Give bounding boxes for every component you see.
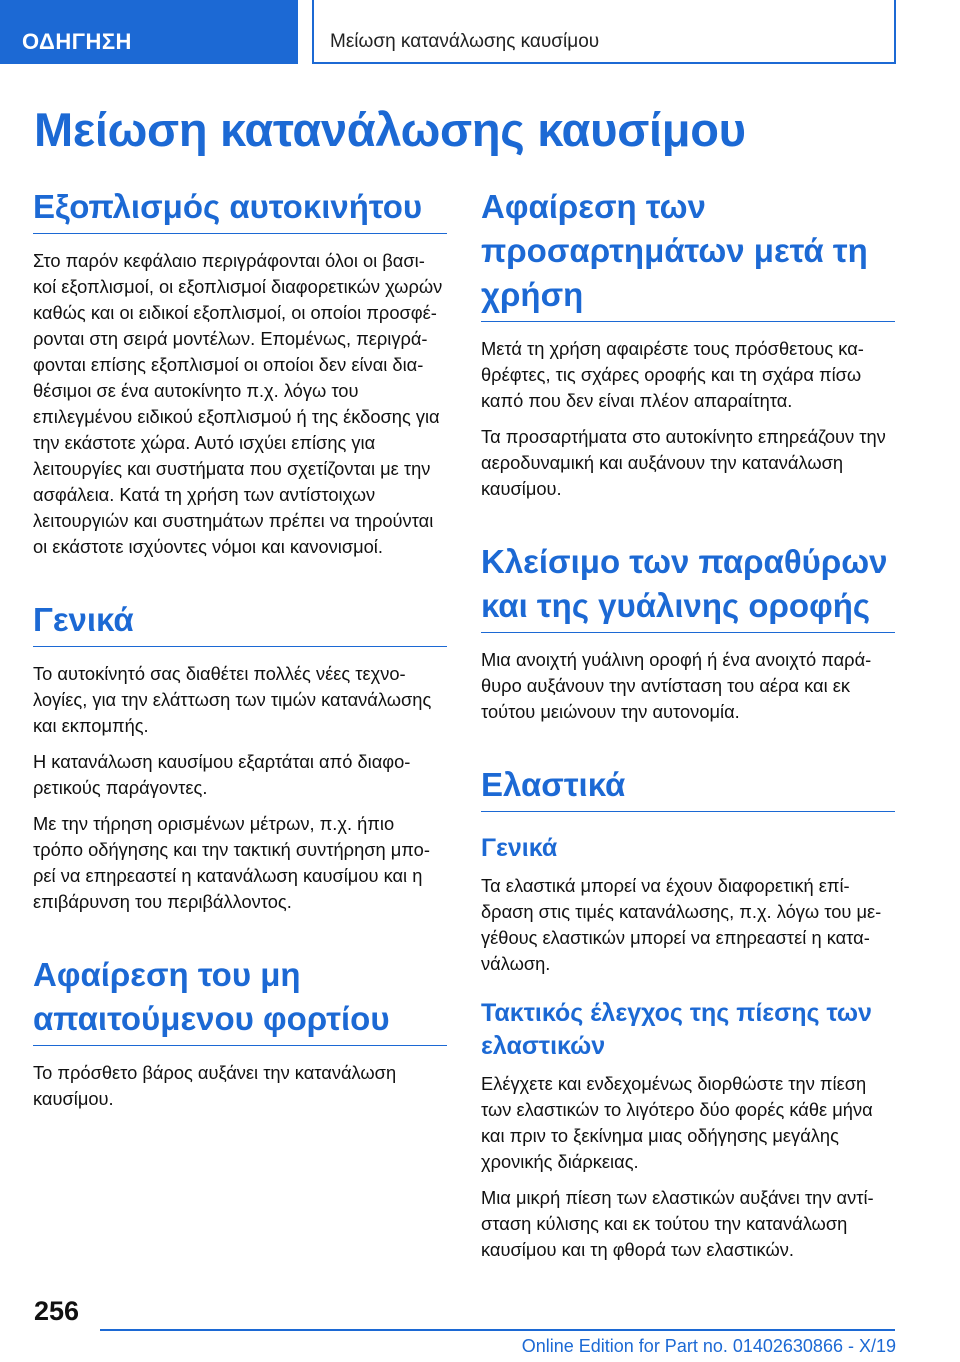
subsection-tire-pressure [481, 997, 895, 1263]
section-general [33, 598, 447, 915]
paragraph: Η κατανάλωση καυσίμου εξαρτάται από διαφο- ρετικούς παράγοντες. [33, 751, 411, 798]
subsection-heading: Τακτικός έλεγχος της πίεσης των ελαστικών [481, 999, 872, 1060]
paragraph: Μια μικρή πίεση των ελαστικών αυξάνει την αντί- σταση κύλισης και εκ τούτου την κατανάλωση καυσίμου και τη φθορά των ελαστικών. [481, 1187, 874, 1260]
left-column [33, 185, 447, 1150]
section-heading: Ελαστικά [481, 763, 895, 812]
paragraph: Μετά τη χρήση αφαιρέστε τους πρόσθετους κα- θρέφτες, τις σχάρες οροφής και τη σχάρα πίσω καπό που δεν είναι πλέον απαραίτητα. [481, 338, 864, 411]
paragraph: Τα προσαρτήματα στο αυτοκίνητο επηρεάζουν την αεροδυναμική και αυξάνουν την κατανάλωση καυσίμου. [481, 426, 886, 499]
page-title: Μείωση κατανάλωσης καυσίμου [34, 103, 746, 156]
paragraph: Το αυτοκίνητό σας διαθέτει πολλές νέες τεχνο- λογίες, για την ελάττωση των τιμών κατανάλωσης και εκπομπής. [33, 663, 432, 736]
paragraph: Τα ελαστικά μπορεί να έχουν διαφορετική επί- δραση στις τιμές κατανάλωσης, π.χ. λόγω του με- γέθους ελαστικών μπορεί να επηρεαστεί η κατα- νάλωση. [481, 875, 882, 974]
section-heading: Κλείσιμο των παραθύρων και της γυάλινης οροφής [481, 540, 895, 633]
section-heading: Γενικά [33, 598, 447, 647]
section-equipment [33, 185, 447, 560]
footer-divider [100, 1329, 895, 1331]
section-remove-load [33, 953, 447, 1112]
section-heading: Εξοπλισμός αυτοκινήτου [33, 185, 447, 234]
paragraph: Με την τήρηση ορισμένων μέτρων, π.χ. ήπιο τρόπο οδήγησης και την τακτική συντήρηση μπο- ρεί να επηρεαστεί η κατανάλωση καυσίμου και η επιβάρυνση του περιβάλλοντος. [33, 813, 430, 912]
subsection-heading: Γενικά [481, 834, 558, 862]
paragraph: Στο παρόν κεφάλαιο περιγράφονται όλοι οι βασι- κοί εξοπλισμοί, οι εξοπλισμοί διαφορετικών χωρών καθώς και οι ειδικοί εξοπλισμοί, οι οποίοι προσφέ- ρονται στη σειρά μοντέλων. Επομένως, περιγρά- φονται επίσης εξοπλισμοί οι οποίοι δεν είναι δια- θέσιμοι σε ένα αυτοκίνητο π.χ. λόγω του επιλεγμένου ειδικού εξοπλισμού ή της έκδοσης για την εκάστοτε χώρα. Αυτό ισχύει επίσης για λειτουργίες και συστήματα που σχετίζονται με την ασφάλεια. Κατά τη χρήση των αντίστοιχων λειτουργιών και συστημάτων πρέπει να τηρούνται οι εκάστοτε ισχύοντες νόμοι και κανονισμοί. [33, 250, 443, 557]
section-tires [481, 763, 895, 1263]
right-column [481, 185, 895, 1301]
paragraph: Ελέγχετε και ενδεχομένως διορθώστε την πίεση των ελαστικών το λιγότερο δύο φορές κάθε μήνα και πριν το ξεκίνημα μιας οδήγησης μεγάλης χρονικής διάρκειας. [481, 1073, 873, 1172]
chapter-tab: ΟΔΗΓΗΣΗ [0, 0, 298, 64]
subsection-tires-general [481, 832, 895, 977]
edition-note: Online Edition for Part no. 01402630866 - X/19 [521, 1336, 896, 1356]
section-heading: Αφαίρεση των προσαρτημάτων μετά τη χρήση [481, 185, 895, 322]
section-heading: Αφαίρεση του μη απαιτούμενου φορτίου [33, 953, 447, 1046]
page-number: 256 [34, 1296, 80, 1326]
section-close-windows [481, 540, 895, 725]
paragraph: Μια ανοιχτή γυάλινη οροφή ή ένα ανοιχτό παρά- θυρο αυξάνουν την αντίσταση του αέρα και εκ τούτου μειώνουν την αυτονομία. [481, 649, 872, 722]
section-remove-attachments [481, 185, 895, 502]
section-header: Μείωση κατανάλωσης καυσίμου [312, 0, 896, 64]
paragraph: Το πρόσθετο βάρος αυξάνει την κατανάλωση καυσίμου. [33, 1062, 397, 1109]
